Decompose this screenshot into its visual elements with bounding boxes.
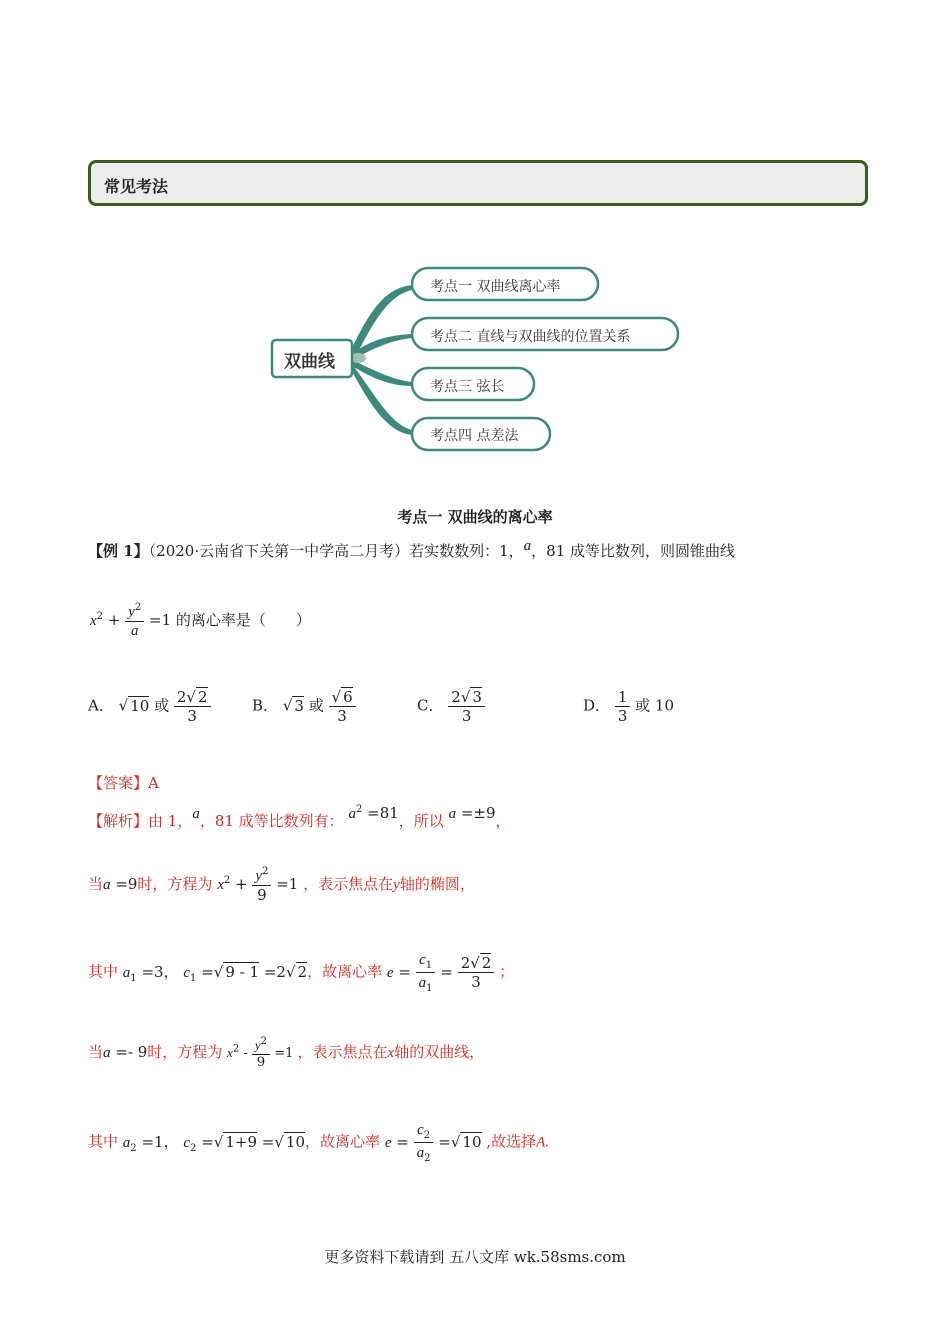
analysis-l3-end: ；	[499, 962, 515, 981]
l5-fraction	[414, 1120, 434, 1165]
l2-num-exp: 2	[262, 866, 269, 877]
l4-x: x	[227, 1044, 233, 1060]
section-heading: 考点一 双曲线的离心率	[397, 508, 553, 526]
eq-den: a	[130, 623, 139, 639]
example-source: （2020·云南省下关第一中学高二月考）若实数数列：1，	[148, 542, 524, 560]
l5-fden: a	[416, 1145, 425, 1161]
option-a-radical: 10	[130, 696, 150, 715]
l4-den: 9	[256, 1054, 266, 1070]
option-d	[583, 688, 674, 725]
branch-label-3: 考点三 弦长	[430, 379, 505, 395]
analysis-l1-res	[449, 804, 496, 822]
l1-eq-exp: 2	[355, 804, 363, 815]
l3-res: =2	[263, 962, 286, 981]
option-b-radical: 3	[294, 696, 304, 715]
analysis-l4a: 当	[88, 1042, 104, 1061]
l3-a-val: =3	[141, 962, 164, 981]
example-line	[88, 540, 735, 561]
l3-a-sub: 1	[130, 972, 137, 984]
l3-eccentricity	[386, 952, 499, 994]
analysis-l2a: 当	[88, 875, 104, 893]
analysis-label: 【解析】	[88, 812, 149, 830]
l2-plus: +	[235, 875, 248, 893]
option-a-fraction: $\frac{2√ 2}{3}$	[174, 688, 211, 725]
option-c-den: 3	[461, 707, 472, 725]
option-d-fraction	[615, 688, 631, 725]
l4-x-exp: 2	[232, 1043, 240, 1055]
l4-a: a	[103, 1044, 111, 1061]
option-a-den: 3	[187, 707, 197, 725]
l3-fraction	[416, 950, 436, 995]
eq-fraction	[125, 602, 144, 640]
option-c-label: C．	[417, 696, 444, 715]
answer-label: 【答案】	[88, 774, 149, 792]
l4-num-exp: 2	[260, 1036, 268, 1047]
l3-fnum: c	[419, 952, 426, 968]
option-b-fraction: $\frac{√ 6}{3}$	[329, 688, 356, 725]
l2-den: 9	[257, 886, 267, 904]
l2-fraction	[252, 866, 271, 904]
l1-res-a: a	[448, 806, 457, 822]
example-label: 【例 1】	[88, 542, 149, 560]
l3-c: c	[183, 964, 191, 981]
example-question: 的离心率是（ ）	[175, 611, 311, 629]
option-a-label: A．	[88, 696, 114, 715]
footer-text: 更多资料下载请到 五八文库 wk.58sms.com	[324, 1248, 626, 1266]
l5-sep: ，	[163, 1132, 179, 1151]
analysis-l4d: 轴的双曲线，	[394, 1042, 485, 1061]
l3-fnum-sub: 1	[425, 960, 433, 971]
l3-fden: a	[418, 975, 427, 991]
answer-line	[88, 772, 159, 793]
option-d-den: 3	[617, 707, 628, 725]
l4-minus: -	[243, 1045, 248, 1061]
option-a: A． √ 10 或 $\frac{2√ 2}{3}$	[88, 688, 211, 725]
eq-x: x	[90, 613, 97, 629]
l5-a: a	[122, 1134, 131, 1151]
eq-num: y	[128, 604, 135, 620]
l2-x-exp: 2	[223, 875, 231, 886]
branch-label-4: 考点四 点差法	[430, 428, 519, 444]
l5-c-sub: 2	[190, 1142, 197, 1154]
l2-a: a	[103, 877, 111, 893]
l3-res-rad: 2	[297, 962, 308, 981]
l1-eq-a: a	[348, 806, 356, 822]
l2-x: x	[217, 877, 224, 893]
l1-res-val: =±9	[460, 804, 496, 822]
option-c	[417, 688, 485, 725]
l5-eccentricity: e = $\frac{c_2}{a_2}$ =√ 10	[384, 1122, 482, 1164]
l3-rden: 3	[471, 973, 481, 991]
l5-rad: 1+9	[225, 1132, 257, 1151]
option-c-num-rad: 3	[472, 688, 482, 706]
l2-num: y	[255, 868, 263, 884]
l3-rnum-rad: 2	[481, 954, 492, 972]
analysis-l1-eq	[348, 804, 398, 822]
l1-eq-val: =81	[367, 804, 399, 822]
option-b-den: 3	[337, 707, 347, 725]
l5-c: c	[183, 1134, 191, 1151]
analysis-l1a: 由 1，	[148, 812, 193, 830]
analysis-l4c: ，表示焦点在	[297, 1042, 388, 1061]
option-b-label: B．	[252, 696, 279, 715]
l3-eq: =	[201, 962, 214, 981]
option-c-fraction: $\frac{2√ 3}{3}$	[448, 688, 485, 725]
analysis-l2b: 时，方程为	[137, 875, 213, 893]
l5-a-sub: 2	[130, 1142, 137, 1154]
analysis-l1-a: a	[192, 806, 200, 822]
l3-rad: 9 - 1	[225, 962, 260, 981]
analysis-line-5: 其中 $a_2 =1$， $c_2$ =√ 1+9 =√ 10，故离心率 e = $\frac{c_2}{a_2}$ =√ 10 ,故选择A.	[88, 1122, 549, 1164]
analysis-line-2	[88, 866, 475, 904]
analysis-l2c: ，表示焦点在	[303, 875, 394, 893]
option-b-num-rad: 6	[343, 688, 353, 706]
option-c-num: 2	[451, 688, 461, 706]
l2-axis: y	[393, 877, 400, 893]
option-b: B． √ 3 或 $\frac{√ 6}{3}$	[252, 688, 356, 725]
l3-e: e	[386, 964, 394, 981]
l3-fden-sub: 1	[426, 983, 433, 994]
analysis-l1d: ，	[495, 812, 511, 830]
l3-a: a	[122, 964, 131, 981]
analysis-l5c: ,故选择	[486, 1132, 537, 1151]
analysis-l1b: ，81 成等比数列有：	[199, 812, 344, 830]
option-a-num: 2	[176, 688, 187, 706]
l3-c-sub: 1	[190, 972, 197, 984]
l4-axis: x	[387, 1044, 395, 1061]
l5-fden-sub: 2	[424, 1153, 431, 1164]
l5-eq2: =	[261, 1132, 275, 1151]
analysis-l5b: ，故离心率	[305, 1132, 381, 1151]
eq-num-exp: 2	[134, 602, 142, 613]
eq-plus: +	[107, 611, 121, 629]
analysis-l4b: 时，方程为	[147, 1042, 223, 1061]
l4-val: =- 9	[115, 1042, 148, 1061]
l3-rnum: 2	[460, 954, 471, 972]
branch-label-2: 考点二 直线与双曲线的位置关系	[430, 329, 631, 345]
l5-rad2: 10	[285, 1132, 306, 1151]
analysis-line-1	[88, 804, 511, 831]
l5-e: e	[384, 1134, 392, 1151]
example-var-a: a	[523, 538, 532, 554]
branch-label-1: 考点一 双曲线离心率	[430, 279, 561, 295]
mindmap-diagram	[0, 0, 950, 470]
l3-sep: ，	[163, 962, 179, 981]
eq-x-exp: 2	[96, 611, 104, 622]
analysis-line-3: 其中 $a_1 =3$， $c_1$ =√ 9 - 1 =2√ 2，故离心率 e = $\frac{c_1}{a_1}$ = $\frac{2√ 2}{3}$ ；	[88, 952, 515, 994]
l5-rad3: 10	[462, 1132, 482, 1151]
eq-equals: =1	[149, 611, 172, 629]
l5-a-val: =1	[141, 1132, 164, 1151]
l5-e-eq: =	[396, 1132, 409, 1151]
l5-fnum: c	[417, 1122, 424, 1138]
example-rest: ，81 成等比数列，则圆锥曲线	[531, 542, 736, 560]
banner-title: 常见考法	[104, 177, 169, 196]
example-equation	[90, 602, 311, 640]
analysis-line-4	[88, 1036, 484, 1071]
l3-result-fraction: $\frac{2√ 2}{3}$	[458, 954, 495, 991]
analysis-l3b: ，故离心率	[307, 962, 383, 981]
l4-fraction	[252, 1036, 270, 1071]
option-b-or: 或	[308, 696, 324, 715]
option-a-num-rad: 2	[197, 688, 208, 706]
analysis-l3a: 其中	[88, 962, 119, 981]
mindmap-connectors	[350, 285, 412, 435]
analysis-l5a: 其中	[88, 1132, 119, 1151]
l4-eq: =1	[274, 1045, 294, 1061]
l2-eq: =1	[276, 875, 299, 893]
l3-eq2: =	[440, 962, 453, 981]
option-a-or: 或	[154, 696, 170, 715]
analysis-l2d: 轴的椭圆，	[399, 875, 475, 893]
l5-fnum-sub: 2	[423, 1130, 431, 1141]
option-d-tail: 或 10	[635, 696, 674, 715]
answer-value: A	[148, 774, 159, 792]
l2-val: =9	[115, 875, 138, 893]
l5-choice: A.	[536, 1134, 549, 1151]
l4-equation	[227, 1036, 297, 1070]
option-d-label: D．	[583, 696, 611, 715]
option-d-num: 1	[615, 688, 631, 707]
l3-e-eq: =	[398, 962, 411, 981]
l5-eq3: =	[438, 1132, 451, 1151]
root-node-label: 双曲线	[284, 352, 335, 372]
l5-eq: =	[201, 1132, 214, 1151]
l4-num: y	[254, 1037, 261, 1053]
analysis-l1c: ，所以	[398, 812, 444, 830]
l2-equation	[217, 866, 303, 904]
